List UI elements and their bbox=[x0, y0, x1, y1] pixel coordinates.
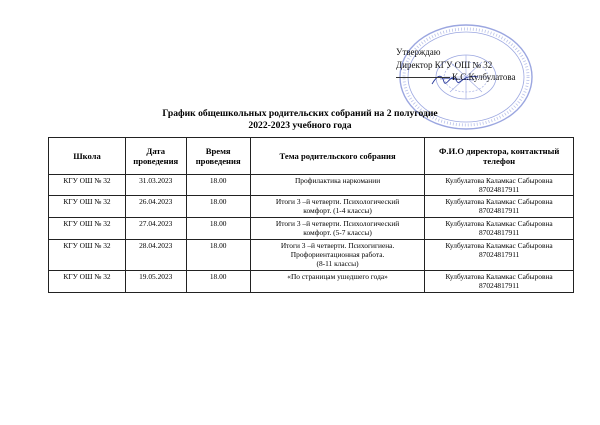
approval-name: К.С.Кулбулатова bbox=[452, 72, 516, 82]
director-name: Кулбулатова Каламкас Сабыровна bbox=[445, 241, 553, 250]
title-line-1: График общешкольных родительских собраний на 2 полугодие bbox=[162, 108, 438, 119]
table-row bbox=[49, 196, 574, 218]
table-row bbox=[49, 271, 574, 293]
topic-line: Профилактика наркомании bbox=[294, 176, 381, 185]
cell-time: 18.00 bbox=[186, 196, 250, 218]
cell-school: КГУ ОШ № 32 bbox=[49, 218, 126, 240]
topic-line: (8-11 классы) bbox=[316, 259, 359, 268]
cell-time: 18.00 bbox=[186, 240, 250, 271]
topic-line: Итоги 3 –й четверти. Психологический bbox=[275, 197, 400, 206]
topic-line: комфорт. (1-4 классы) bbox=[303, 206, 372, 215]
approval-word: Утверждаю bbox=[396, 47, 441, 57]
cell-school: КГУ ОШ № 32 bbox=[49, 175, 126, 196]
cell-time: 18.00 bbox=[186, 218, 250, 240]
approval-block bbox=[396, 46, 515, 84]
cell-date: 27.04.2023 bbox=[125, 218, 186, 240]
director-name: Кулбулатова Каламкас Сабыровна bbox=[445, 197, 553, 206]
cell-topic bbox=[250, 240, 424, 271]
cell-director bbox=[425, 196, 574, 218]
table-row bbox=[49, 175, 574, 196]
header-time: Время проведения bbox=[186, 138, 250, 175]
director-phone: 87024817911 bbox=[478, 228, 520, 237]
cell-director bbox=[425, 240, 574, 271]
topic-line: Итоги 3 –й четверти. Психологический bbox=[275, 219, 400, 228]
cell-topic bbox=[250, 218, 424, 240]
director-name: Кулбулатова Каламкас Сабыровна bbox=[445, 176, 553, 185]
cell-topic bbox=[250, 175, 424, 196]
approval-signature-line bbox=[396, 71, 515, 84]
cell-date: 28.04.2023 bbox=[125, 240, 186, 271]
title-line-2: 2022-2023 учебного года bbox=[248, 120, 352, 131]
cell-school: КГУ ОШ № 32 bbox=[49, 271, 126, 293]
cell-director bbox=[425, 218, 574, 240]
header-date: Дата проведения bbox=[125, 138, 186, 175]
director-phone: 87024817911 bbox=[478, 281, 520, 290]
table-row bbox=[49, 218, 574, 240]
header-director: Ф.И.О директора, контактный телефон bbox=[425, 138, 574, 175]
header-topic: Тема родительского собрания bbox=[250, 138, 424, 175]
table-row bbox=[49, 240, 574, 271]
cell-time: 18.00 bbox=[186, 175, 250, 196]
cell-director bbox=[425, 271, 574, 293]
cell-school: КГУ ОШ № 32 bbox=[49, 196, 126, 218]
approval-position: Директор КГУ ОШ № 32 bbox=[396, 59, 493, 70]
topic-line: Итоги 3 –й четверти. Психогигиена. bbox=[280, 241, 395, 250]
cell-topic bbox=[250, 271, 424, 293]
schedule-table bbox=[48, 137, 574, 293]
cell-school: КГУ ОШ № 32 bbox=[49, 240, 126, 271]
header-school: Школа bbox=[49, 138, 126, 175]
director-name: Кулбулатова Каламкас Сабыровна bbox=[445, 272, 553, 281]
cell-date: 19.05.2023 bbox=[125, 271, 186, 293]
topic-line: «По страницам ушедшего года» bbox=[287, 272, 388, 281]
document-title bbox=[0, 108, 600, 132]
director-phone: 87024817911 bbox=[478, 185, 520, 194]
cell-topic bbox=[250, 196, 424, 218]
topic-line: комфорт. (5-7 классы) bbox=[303, 228, 372, 237]
signature-underline bbox=[396, 77, 450, 78]
cell-director bbox=[425, 175, 574, 196]
director-phone: 87024817911 bbox=[478, 250, 520, 259]
table-header-row bbox=[49, 138, 574, 175]
cell-time: 18.00 bbox=[186, 271, 250, 293]
topic-line: Профориентационная работа. bbox=[290, 250, 385, 259]
cell-date: 31.03.2023 bbox=[125, 175, 186, 196]
director-name: Кулбулатова Каламкас Сабыровна bbox=[445, 219, 553, 228]
director-phone: 87024817911 bbox=[478, 206, 520, 215]
cell-date: 26.04.2023 bbox=[125, 196, 186, 218]
